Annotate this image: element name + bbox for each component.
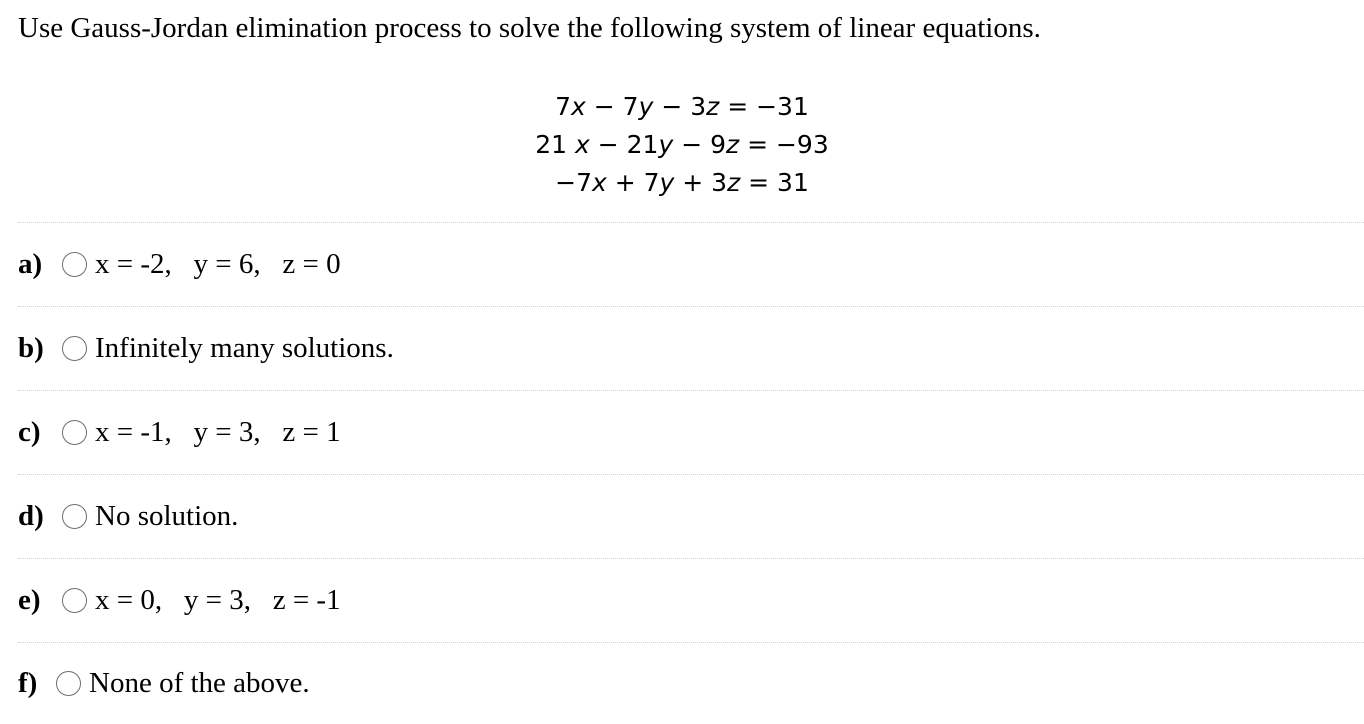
option-e[interactable] xyxy=(18,580,341,620)
divider xyxy=(18,390,1364,391)
equation-variable: x xyxy=(575,130,590,159)
option-letter: a) xyxy=(18,247,43,280)
option-letter: e) xyxy=(18,583,41,616)
radio-button-a[interactable] xyxy=(62,252,87,277)
option-f-text: None of the above. xyxy=(89,666,310,699)
equation-term: = 31 xyxy=(740,168,809,197)
divider xyxy=(18,306,1364,307)
equation-variable: z xyxy=(706,92,720,121)
equation-variable: z xyxy=(727,168,741,197)
equation-3 xyxy=(0,164,1364,202)
equation-term: + 3 xyxy=(674,168,728,197)
equation-term: 21 xyxy=(535,130,576,159)
option-letter: f) xyxy=(18,666,38,699)
option-c[interactable] xyxy=(18,412,341,452)
divider xyxy=(18,474,1364,475)
equation-term: = −93 xyxy=(739,130,829,159)
equation-term: − 9 xyxy=(673,130,727,159)
equation-term: − 21 xyxy=(589,130,659,159)
equation-term: = −31 xyxy=(719,92,809,121)
divider xyxy=(18,558,1364,559)
equation-system xyxy=(0,88,1364,202)
equation-1 xyxy=(0,88,1364,126)
radio-button-b[interactable] xyxy=(62,336,87,361)
option-c-text: x = -1, y = 3, z = 1 xyxy=(95,415,341,448)
equation-variable: y xyxy=(638,92,654,121)
option-b-text: Infinitely many solutions. xyxy=(95,331,394,364)
option-letter: c) xyxy=(18,415,41,448)
radio-button-d[interactable] xyxy=(62,504,87,529)
divider xyxy=(18,642,1364,643)
option-d-text: No solution. xyxy=(95,499,239,532)
radio-button-c[interactable] xyxy=(62,420,87,445)
option-letter: d) xyxy=(18,499,44,532)
option-d[interactable] xyxy=(18,496,238,536)
equation-variable: y xyxy=(658,130,674,159)
option-e-text: x = 0, y = 3, z = -1 xyxy=(95,583,341,616)
equation-term: + 7 xyxy=(606,168,660,197)
equation-variable: x xyxy=(591,168,607,197)
option-a-text: x = -2, y = 6, z = 0 xyxy=(95,247,341,280)
equation-term: −7 xyxy=(555,168,592,197)
option-f[interactable] xyxy=(18,663,310,703)
question-text: Use Gauss-Jordan elimination process to solve the following system of linear equations. xyxy=(18,12,1041,44)
equation-term: 7 xyxy=(555,92,572,121)
equation-variable: x xyxy=(571,92,586,121)
option-a[interactable] xyxy=(18,244,341,284)
option-letter: b) xyxy=(18,331,44,364)
radio-button-f[interactable] xyxy=(56,671,81,696)
radio-button-e[interactable] xyxy=(62,588,87,613)
equation-term: − 3 xyxy=(653,92,707,121)
divider xyxy=(18,222,1364,223)
equation-variable: z xyxy=(726,130,740,159)
equation-2 xyxy=(0,126,1364,164)
equation-term: − 7 xyxy=(585,92,639,121)
option-b[interactable] xyxy=(18,328,394,368)
equation-variable: y xyxy=(659,168,675,197)
